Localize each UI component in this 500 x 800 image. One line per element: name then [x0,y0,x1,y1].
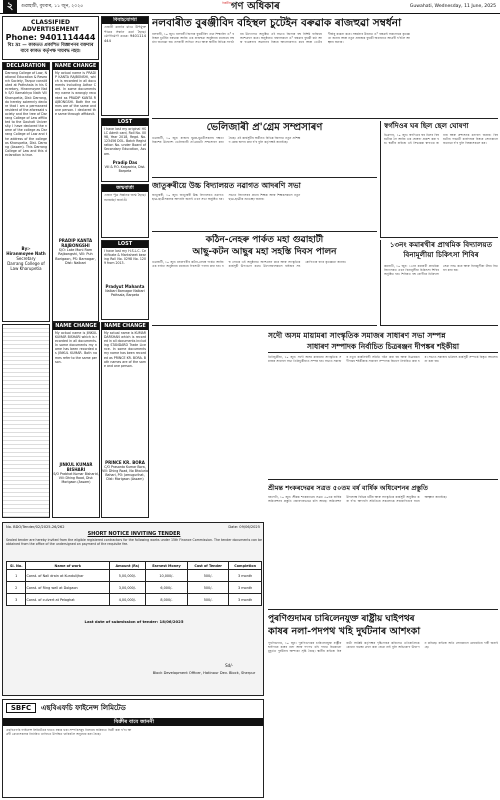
sbfc-body: এছবিএফচি ফাইনেন্স লিমিটেডৰ হাতত বন্ধক থকা সম্পত্তিসমূহ নিলামৰ জৰিয়তে বিক্ৰী কৰা হ'ব। আগ্ৰহী ক্ৰেতাসকলক নিৰ্ধাৰিত তাৰিখত উপস্থিত থাকিবলৈ অনুৰোধ কৰা হৈছে। [6,728,132,737]
birth-notice-title: জন্মবাৰ্তা [102,185,148,192]
story-festival [152,234,377,326]
tender-body: Sealed tender are hereby invited from the eligible registered contractors for the following works under 15th Finance Commission. The tender documents can be obtained from the office of the undersigned on payment of the requisite fee. [6,538,262,547]
tender-col: Earnest Money [145,562,187,570]
logo-text: গণ অধিকাৰ [231,1,280,12]
masthead-logo [222,0,282,13]
conference-body: তিনিচুকীয়া, ১০ জুন: সদৌ অসম মায়ামৰা সাংস্কৃতিক সমাজৰ সাধাৰণ সভা তিনিচুকীয়াত সম্পন্ন হয়। সভাত সমাজৰ নতুন কাৰ্যনিৰ্বাহী সমিতি গঠন কৰা হয় আৰু চিত্ৰৰঞ্জন দীপঙ্কৰ শইকীয়াক সাধাৰণ সম্পাদক হিচাপে নিৰ্বাচিত কৰা হয়। সভাত সমাজৰ ভৱিষ্যৎ কাৰ্যসূচী সম্পৰ্কে বিস্তৃত আলোচনা কৰা হয়। [268,355,498,364]
tender-table [6,561,262,606]
classified-banner [2,16,99,60]
lost-1-name: Pradip Das [112,160,138,165]
story-fair [268,483,498,610]
lead-body: নলবাৰী, ১০ জুন: নলবাৰী জিলাৰ বুৰঞ্জীবিদ তথা শিক্ষাবিদ ড° বহিস্থল চুটেইন বৰুৱাক আজি এক ৰাজহুৱা অনুষ্ঠানৰ মাজেৰে সম্বৰ্ধনা জনোৱা হয়। নলবাৰী সাহিত্য সভা আৰু স্থানীয় বিভিন্ন সংগঠনৰ উদ্যোগত অনুষ্ঠিত এই সভাত জিলাৰ বহু বিশিষ্ট ব্যক্তিয়ে অংশগ্ৰহণ কৰে। অনুষ্ঠানত বক্তাসকলে ড° বৰুৱাৰ বুৰঞ্জী চৰ্চা আৰু গৱেষণাৰ অৱদানৰ বিষয়ে আলোকপাত কৰে আৰু তেওঁৰ দীৰ্ঘায়ু কামনা কৰে। সম্বৰ্ধনাৰ উত্তৰত ড° বৰুৱাই সকলোকে কৃতজ্ঞতা জনায় আৰু নতুন প্ৰজন্মক বুৰঞ্জী অধ্যয়নত আগ্ৰহী হ'বলৈ আহ্বান জনায়। [152,32,410,45]
sbfc-brand: SBFC [10,704,32,712]
tender-dates: Last date of submission of tender: 18/06/2025 [84,619,184,624]
school-body: জাতুৰুৰী, ১০ জুন: জাতুৰুৰী উচ্চ বিদ্যালয়ত নৱাগত ছাত্ৰ-ছাত্ৰীসকলক আদৰণি জনাই এখন সভা অনুষ্ঠিত হয়। সভাত বিদ্যালয়ৰ প্ৰধান শিক্ষক আৰু শিক্ষকসকলে নতুন ছাত্ৰ-ছাত্ৰীক শুভেচ্ছা জনায়। [152,193,301,202]
camp-headline: ১৩নং কমাৰখীৰ প্ৰাথমিক বিদ্যালয়ত বিনামূলীয়া চিকিৎসা শিবিৰ [389,240,493,259]
lost-1-address: Vill & P.O. Kalgachia, Dist. Barpeta [104,165,146,173]
page-number: ২ [3,0,17,13]
lead-story [152,16,498,119]
story-conference [268,330,498,480]
name-change-1-signature: PRADIP KANTA RAJBONGSHI [58,238,93,248]
festival-subhead: আছু-কটন আছুৰ মহা সহস্তি দিবস পালন [192,247,337,257]
tender-col: Amount (Rs) [110,562,146,570]
lost-2-address: Nalbari Barnagar Nalbari Pathsala, Barpeta [105,289,145,297]
name-change-3-signature: PRINCE KR. BORA [105,460,145,465]
road-body: পুৰণিগুদাম, ১০ জুন: পুৰণিগুদামৰ চাৰিলেনযুক্ত ৰাষ্ট্ৰীয় ঘাইপথৰ কাষৰ নলা আৰু পদপথ খহি পৰাত যিকোনো মুহূৰ্তত দুৰ্ঘটনাৰ আশংকা সৃষ্টি হৈছে। স্থানীয় ৰাইজে বিষয়টো সংশ্লিষ্ট কৰ্তৃপক্ষৰ দৃষ্টিগোচৰ কৰিলেও এতিয়ালৈকে কোনো ব্যৱস্থা গ্ৰহণ কৰা হোৱা নাই বুলি অভিযোগ উত্থাপন কৰিছে। ৰাইজে অতি সোনকালে মেৰামতিৰ দাবী জনাইছে। [268,641,498,654]
conference-subhead: সাধাৰণ সম্পাদক নিৰ্বাচিত চিত্ৰৰঞ্জন দীপঙ্কৰ শইকীয়া [268,341,498,353]
masthead [0,0,500,14]
lead-headline: নলবাৰীত বুৰঞ্জীবিদ বহিস্থল চুটেইন বৰুৱাক ৰাজহুৱা সম্বৰ্ধনা [152,17,402,29]
declaration-body: Darrang College of Law, National Education & Research Society, Tezpur constituted at Pathshala in his Secretary, Hiranmoyee Nath S/O Kamakhya Nath Vill Kharupetia, Dist: Darrang, do hereby solemnly declare that I am a permanent resident of the aforesaid society and the tree of Darrang College of Law affiliated to the Gauhati University. I have declared the name of the college as Darrang College of Law and the address of the college as Kharupetia, Dist. Darrang (Assam). This Darrang College of Law and this declaration is true. [5,71,47,157]
tender-cell: Const. of Ring well at Dolgaon [26,582,110,594]
tender-cell: 5,00,000/- [110,570,146,582]
tender-cell: 10,000/- [145,570,187,582]
name-change-2-signature: JINKUL KUMAR BISHARI [59,462,93,472]
tender-col: Name of work [26,562,110,570]
birth-notice-ad [101,184,149,238]
lost-1-title: LOST [102,119,148,126]
declaration-name: Hiranmoyee Nath [6,251,46,256]
tender-col: Completion [229,562,262,570]
fair-body: বৰপেটা, ১০ জুন: শ্ৰীমন্ত শংকৰদেৱৰ সত্ৰত ৫০তম বাৰ্ষিক অধিবেশনৰ প্ৰস্তুতি জোৰদাৰভাৱে চলি আছে। অধিবেশন উপলক্ষে বিভিন্ন ধৰ্মীয় আৰু সাংস্কৃতিক কাৰ্যসূচী অনুষ্ঠিত কৰা হ'ব। আদৰণি সমিতিয়ে সকলোকে সহযোগিতাৰ বাবে আহ্বান জনাইছে। [268,495,447,504]
tender-cell: Const. of Nali drain at Kundulijhar [26,570,110,582]
tender-date: Date: 09/06/2025 [228,525,260,529]
name-change-2-title: NAME CHANGE [53,323,99,330]
lost-2-title: LOST [102,241,148,248]
name-change-2-body: My actual name is JINKUL KUMAR BISHARI which is recorded in all documents. In some documents my name has been recorded as JINKUL KUMAR. Both names refer to the same person. [55,331,97,364]
road-headline-line-2: কাষৰ নলা-পদপথ খহি দুৰ্ঘটনাৰ আশংকা [268,626,421,637]
name-change-3-body: My actual name is KUMAR DARSHAN which is recorded in all documents including STANDARD Trade Licence. In some documents my name has been recorded as PRINCE KR. BORA. Both names are of the same and one person. [104,331,146,368]
career-headline: ভেলিজাৰী প্ৰ'গ্ৰেম সম্প্ৰসাৰণ [206,122,323,133]
story-road [268,613,498,798]
camp-body: কমাৰখী, ১০ জুন: ১৩নং কমাৰখী প্ৰাথমিক বিদ্যালয়ত এখন বিনামূলীয়া চিকিৎসা শিবিৰ অনুষ্ঠিত হয়। শিবিৰত বহু ৰোগীয়ে চিকিৎসা সেৱা লাভ কৰে আৰু বিনামূলীয়া ঔষধ বিতৰণ কৰা হয়। [384,264,498,277]
classified-subtitle: ADVERTISEMENT [22,26,79,33]
name-change-ad-3 [101,322,149,518]
tender-cell: 500/- [188,570,229,582]
declaration-filler [2,324,50,518]
tender-cell: 8,000/- [145,594,187,606]
table-row [7,582,262,594]
road-headline-line-1: পুৰণিগুদামৰ চাৰিলেনযুক্ত ৰাষ্ট্ৰীয় ঘাইপথৰ [268,614,415,624]
career-body: গুৱাহাটী, ১০ জুন: ৰাজ্যৰ যুৱক-যুৱতীসকলৰ দক্ষতা বিকাশৰ উদ্দেশ্যে ভেলিজাৰী প্ৰ'গ্ৰেমটো সম্প্ৰসাৰণ কৰা হৈছে। এই কাৰ্যসূচীৰ অধীনত বিভিন্ন জিলাত নতুন প্ৰশিক্ষণ কেন্দ্ৰ স্থাপন কৰা হ'ব বুলি কৰ্তৃপক্ষই জনাইছে। [152,136,301,145]
story-fire [380,121,498,238]
tender-col: Cost of Tender [188,562,229,570]
lost-1-body: I have lost my original HSLC Admit card, Roll No. 0098, Year 2018, Regd. No. 123456 DOL. Batch Registration No. under Board of Secondary Education, Assam. [104,127,146,156]
name-change-ad-2 [52,322,100,518]
matrimonial-body: এজনী কন্যাৰ বাবে উপযুক্ত পাত্ৰৰ সন্ধান কৰা হৈছে। যোগাযোগ কৰক: 9401114444 [104,25,146,43]
declaration-role: Secretary [16,256,36,261]
tender-cell: 2 [7,582,26,594]
festival-headline: কঠিন-নেহৰু পাৰ্কত মহা গুৱাহাটী [205,235,324,245]
declaration-ad [2,62,50,322]
lost-ad-2 [101,240,149,320]
lost-2-body: I have lost my H.S.L.C. Certificate & Marksheet bearing Roll No. 0298 No. 1209 from 2013. [104,249,146,266]
classified-note: বিঃ দ্ৰঃ — কাকতত প্ৰকাশিত বিজ্ঞাপনৰ বক্তব্যৰ বাবে কাকত কৰ্তৃপক্ষ দায়বদ্ধ নহয়। [7,43,94,54]
tender-header-row [7,562,262,570]
fire-headline: স্বৰ্গদিওৰ ঘৰ ছিল ছেল ঘোষণা [384,121,469,130]
tender-cell: 1 [7,570,26,582]
tender-cell: 3 month [229,570,262,582]
name-change-1-address: S/O: Late Moni Ram Rajbongshi, Vill: Puh Borigaon, PS: Barnagar, Dist: Nalbari [55,248,96,266]
date-left: গুৱাহাটী, বুধবাৰ, ১১ জুন, ২০২৫ [21,4,84,9]
tender-cell: Const. of culvert at Pelaghat [26,594,110,606]
story-career [152,121,377,178]
tender-cell: 4,00,000/- [110,594,146,606]
table-row [7,570,262,582]
tender-notice [2,522,264,696]
conference-headline: সদৌ অসম মায়ামৰা সাংস্কৃতিক সমাজৰ সাধাৰণ সভা সম্পন্ন [268,331,446,340]
classified-title: CLASSIFIED [31,19,70,26]
lost-ad-1 [101,118,149,182]
lost-2-name: Pradyut Mahanta [105,284,145,289]
sbfc-title: এছবিএফচি ফাইনেন্স লিমিটেড [41,704,126,712]
festival-body: গুৱাহাটী, ১০ জুন: মহানগৰীৰ কঠিন-নেহৰু পাৰ্কত আজি এক বৰ্ণাঢ্য অনুষ্ঠানৰ মাজেৰে দিবসটো পালন কৰা হয়। বহু লোকে এই অনুষ্ঠানত অংশগ্ৰহণ কৰে আৰু সাংস্কৃতিক কাৰ্যসূচী উপভোগ কৰে। উদ্যোক্তাসকলে ৰাইজৰ সহযোগিতাৰ বাবে কৃতজ্ঞতা জনায়। [152,260,346,269]
tender-cell: 3 month [229,582,262,594]
tender-signature: Sd/- [225,663,233,668]
matrimonial-title: বিবাহযোগ্যা [102,17,148,24]
tender-cell: 3,00,000/- [110,582,146,594]
school-headline: জাতুৰুৰীয়ে উচ্চ বিদ্যালয়ত নৱাগত আদৰণি সভা [152,181,301,190]
name-change-1-body: My actual name is PRADIP KANTA RAJBONSHI, which is recorded in all documents including Adhar Card. In some documents my name is wrongly recorded as PRADIP KANTA RAJBONGSHI. Both the names are of the same and one person. I declared the same through affidavit. [55,71,96,116]
declaration-by: By:- [21,246,31,251]
sbfc-logo [6,703,36,713]
sbfc-subtitle: বিক্ৰীৰ বাবে জাননী [3,718,264,726]
name-change-1-title: NAME CHANGE [54,63,97,69]
fair-headline: শ্ৰীমন্ত শংকৰদেৱৰ সত্ৰত ৫০তম বৰ্ষ বাৰ্ষিক অধিবেশনৰ প্ৰস্তুতি [268,484,428,492]
fire-body: ডিব্ৰুগড়, ১০ জুন: স্বৰ্গদিওৰ ঘৰ চিলৰ বিষয়টোক লৈ আজি এক ঘোষণা প্ৰকাশ কৰা হয়। স্থানীয় ৰাইজে এই সিদ্ধান্তক স্বাগতম জনায় আৰু প্ৰশাসনক ধন্যবাদ জনায়। বিষয়টোৰ পৰৱৰ্তী কাৰ্যপন্থাৰ বিষয়ে সোনকালে জনোৱা হ'ব বুলি বিষয়াসকলে কয়। [384,133,498,146]
name-change-3-address: C/O Prasanta Kumar Bora, Vill: Dhing Road, No Bhaluria Bahari, PO: Jamugurihat, Dist: Morigaon (Assam) [102,465,148,481]
table-row [7,594,262,606]
declaration-org: Darrang College of Law Kharupetia [7,261,45,271]
tender-cell: 3 [7,594,26,606]
story-school [152,180,377,232]
logo-small: নিয়মীয়া [222,1,232,5]
birth-notice-body: এজন পুত্ৰ সন্তানৰ জন্ম হৈছে। শুভেচ্ছা জনাওঁ। [104,193,146,202]
tender-cell: 6,000/- [145,582,187,594]
matrimonial-ad [101,16,149,116]
tender-officer: Block Development Officer, Hatinour Dev. Block, Sherpur [152,671,256,675]
story-camp [380,240,498,326]
date-right: Guwahati, Wednesday, 11 June, 2025 [409,4,496,9]
sbfc-ad [2,699,264,798]
tender-cell: 500/- [188,582,229,594]
declaration-title: DECLARATION [3,63,49,70]
name-change-3-title: NAME CHANGE [102,323,148,330]
name-change-ad-1 [52,62,99,322]
tender-title: SHORT NOTICE INVITING TENDER [87,531,181,537]
tender-cell: 3 month [229,594,262,606]
tender-cell: 500/- [188,594,229,606]
tender-ref: No. BDO/Tender/02/2025-26/262 [6,525,65,529]
name-change-2-address: S/O Prabhat Kumar Bisharid, Vill: Dhing Road, Dist: Morigaon (Assam) [53,472,99,484]
tender-col: Sl. No. [7,562,26,570]
classified-phone: Phone: 9401114444 [5,33,96,42]
